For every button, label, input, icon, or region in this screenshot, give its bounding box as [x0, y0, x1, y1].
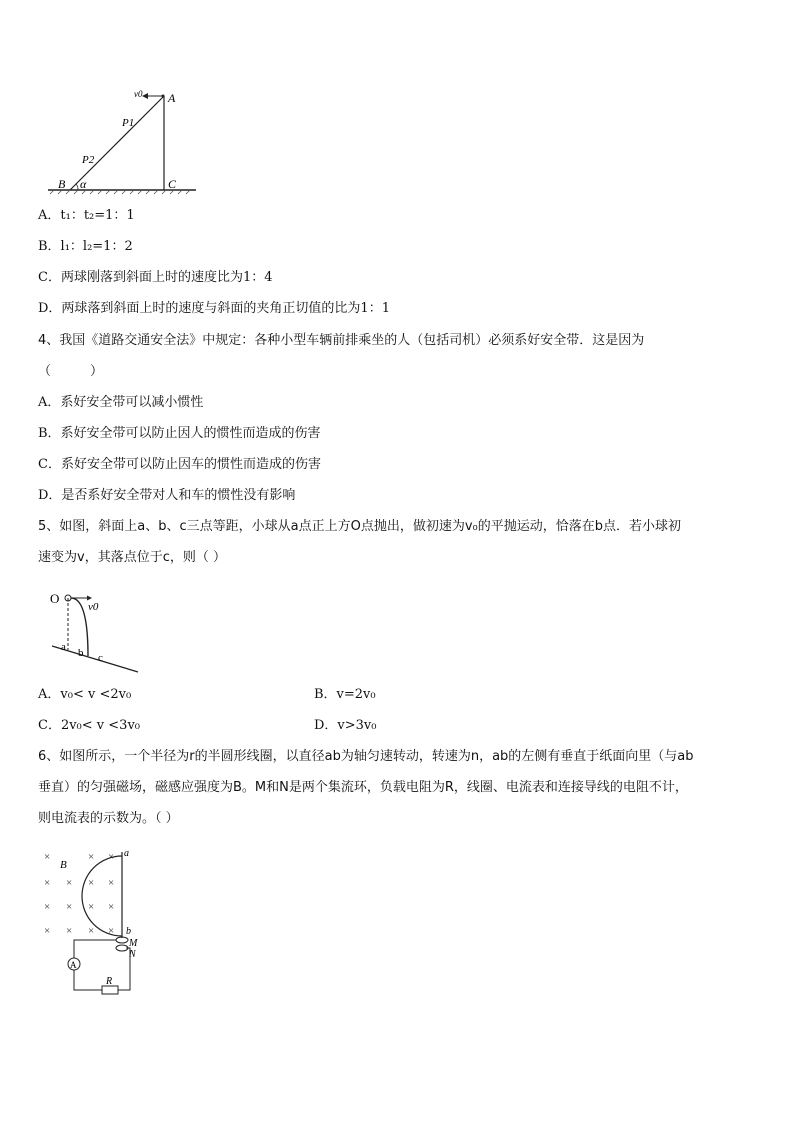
- q6-stem-line2: 垂直）的匀强磁场，磁感应强度为B。M和N是两个集流环，负载电阻为R，线圈、电流表和连接导线的电阻不计，: [38, 780, 688, 795]
- fig3-label-a: a: [124, 848, 129, 859]
- q5-stem-line2: 速变为v，其落点位于c，则（ ）: [38, 550, 226, 565]
- field-cross-icon: ×: [66, 901, 73, 913]
- field-cross-icon: ×: [88, 925, 95, 937]
- q5-option-d: D．v>3v₀: [314, 718, 377, 733]
- fig2-label-O: O: [50, 591, 60, 606]
- q5-stem-line1: 5、如图，斜面上a、b、c三点等距，小球从a点正上方O点抛出，做初速为v₀的平抛运动，恰落在b点．若小球初: [38, 519, 681, 534]
- field-cross-icon: ×: [108, 925, 115, 937]
- field-cross-icon: ×: [66, 925, 73, 937]
- fig1-label-alpha: α: [80, 177, 87, 191]
- fig1-label-v0: v0: [134, 89, 143, 99]
- fig1-label-P1: P1: [122, 117, 135, 129]
- q5-option-c: C．2v₀< v <3v₀: [38, 718, 140, 733]
- q3-option-d: D．两球落到斜面上时的速度与斜面的夹角正切值的比为1：1: [38, 301, 390, 316]
- q5-option-a: A．v₀< v <2v₀: [38, 687, 132, 702]
- field-cross-icon: ×: [108, 851, 115, 863]
- ammeter-label: A: [70, 960, 77, 970]
- field-cross-icon: ×: [44, 901, 51, 913]
- projectile-figure: [44, 586, 144, 678]
- field-cross-icon: ×: [88, 851, 95, 863]
- q4-option-b: B．系好安全带可以防止因人的惯性而造成的伤害: [38, 426, 321, 441]
- field-cross-icon: ×: [66, 877, 73, 889]
- field-cross-icon: ×: [44, 877, 51, 889]
- fig2-label-a: a: [61, 641, 66, 653]
- q3-option-a: A．t₁：t₂=1：1: [38, 208, 135, 223]
- fig1-label-B: B: [58, 177, 66, 191]
- q4-option-d: D．是否系好安全带对人和车的惯性没有影响: [38, 488, 296, 503]
- q4-option-c: C．系好安全带可以防止因车的惯性而造成的伤害: [38, 457, 321, 472]
- fig2-label-b: b: [78, 647, 84, 659]
- fig2-label-c: c: [98, 652, 103, 664]
- fig1-label-C: C: [168, 177, 177, 191]
- q6-stem-line1: 6、如图所示，一个半径为r的半圆形线圈，以直径ab为轴匀速转动，转速为n，ab的左侧有垂直于纸面向里（与ab: [38, 749, 694, 764]
- fig3-label-B: B: [60, 859, 67, 871]
- fig1-label-A: A: [168, 91, 176, 105]
- q6-stem-line3: 则电流表的示数为。（ ）: [38, 811, 179, 826]
- fig3-label-R: R: [106, 976, 113, 987]
- coil-circuit-figure: [40, 846, 150, 996]
- fig3-label-N: N: [129, 949, 136, 960]
- incline-figure-1: [44, 86, 204, 198]
- fig1-label-P2: P2: [82, 154, 95, 166]
- q4-stem: 4、我国《道路交通安全法》中规定：各种小型车辆前排乘坐的人（包括司机）必须系好安全带．这是因为: [38, 333, 645, 348]
- field-cross-icon: ×: [88, 877, 95, 889]
- field-cross-icon: ×: [108, 901, 115, 913]
- q3-option-c: C．两球刚落到斜面上时的速度比为1：4: [38, 270, 273, 285]
- field-cross-icon: ×: [44, 925, 51, 937]
- field-cross-icon: ×: [44, 851, 51, 863]
- q5-option-b: B．v=2v₀: [314, 687, 376, 702]
- fig3-label-b: b: [126, 926, 131, 937]
- q4-paren: （ ）: [38, 364, 104, 379]
- fig2-label-v0: v0: [88, 601, 99, 613]
- fig3-label-M: M: [129, 938, 138, 949]
- q3-option-b: B．l₁：l₂=1：2: [38, 239, 133, 254]
- field-cross-icon: ×: [108, 877, 115, 889]
- q4-option-a: A．系好安全带可以减小惯性: [38, 395, 204, 410]
- field-cross-icon: ×: [88, 901, 95, 913]
